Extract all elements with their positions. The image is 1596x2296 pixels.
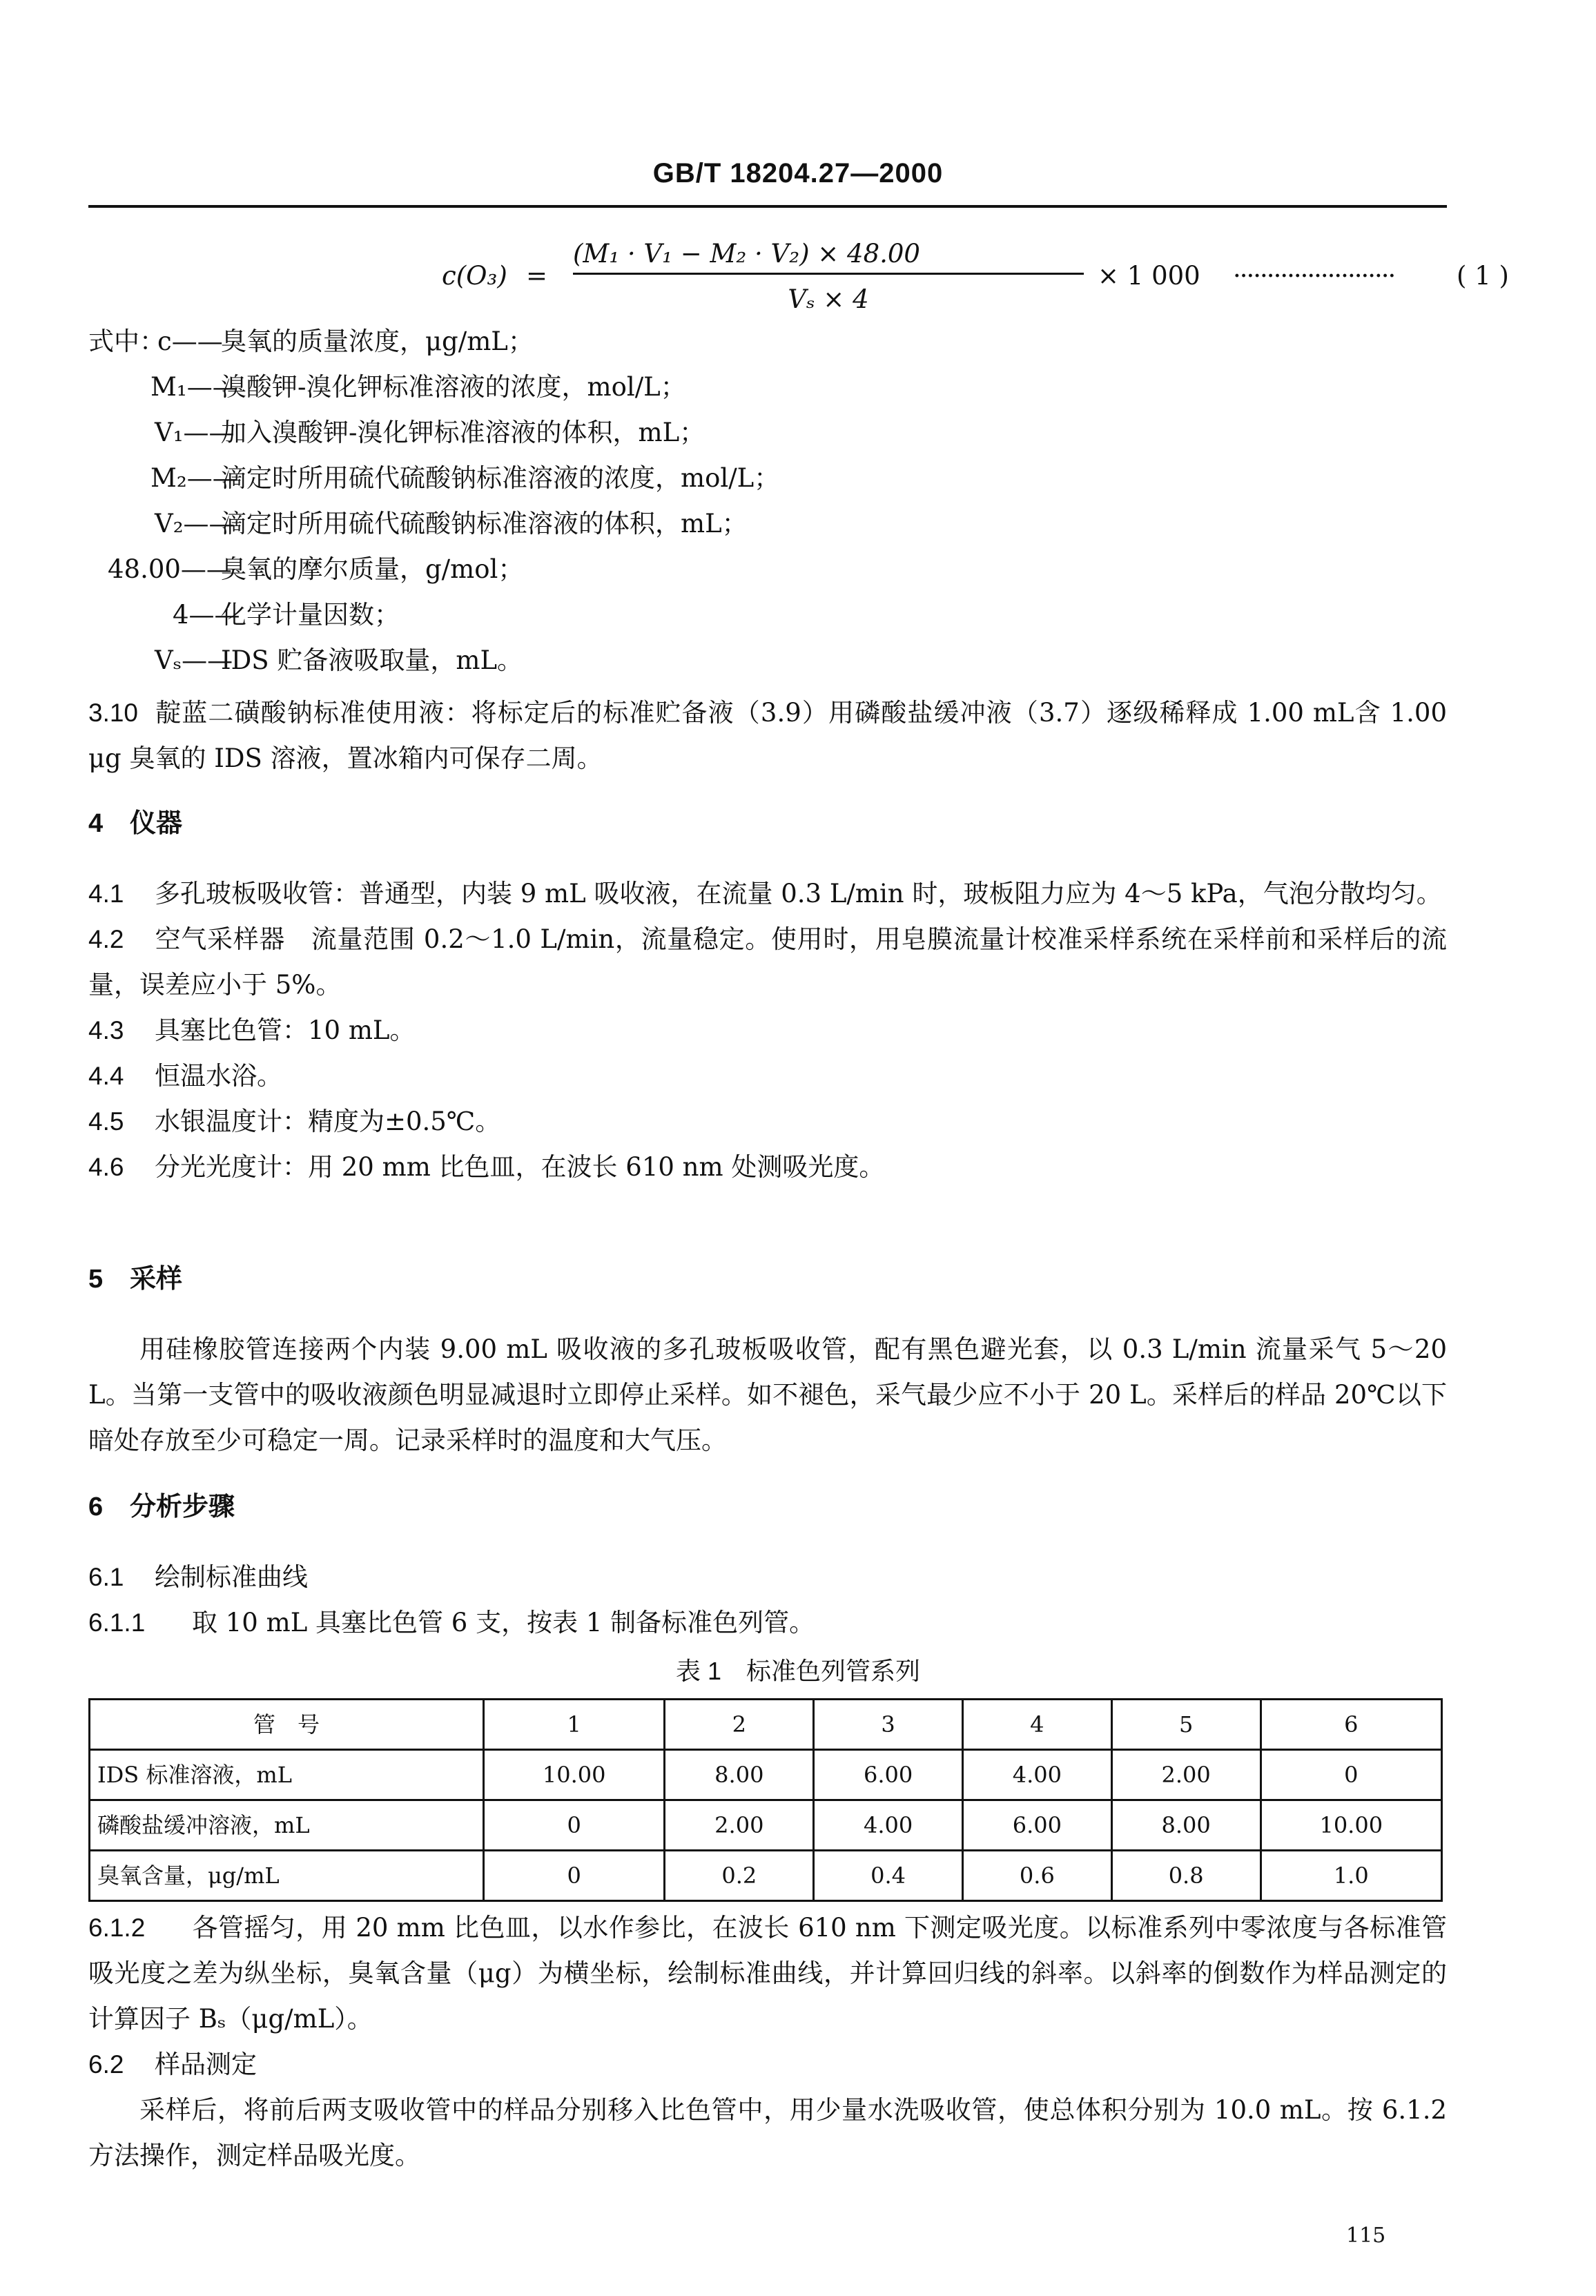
table-cell: 臭氧含量，μg/mL xyxy=(90,1851,484,1901)
formula-number: ( 1 ) xyxy=(1457,261,1509,291)
table-cell: 磷酸盐缓冲溶液，mL xyxy=(90,1800,484,1851)
formula-1 xyxy=(442,231,1509,314)
table-cell: 4.00 xyxy=(962,1750,1111,1800)
clause-4-2 xyxy=(88,917,1447,1008)
clause-number: 4.6 xyxy=(88,1153,124,1181)
clause-number: 3.10 xyxy=(88,699,139,727)
where-symbol: V₁—— xyxy=(155,418,235,447)
where-symbol: Vₛ—— xyxy=(155,645,233,675)
table-cell: 8.00 xyxy=(665,1750,814,1800)
table-header-cell: 3 xyxy=(814,1700,963,1750)
clause-number: 6.2 xyxy=(88,2050,124,2079)
page-number: 115 xyxy=(1346,2224,1386,2248)
where-row xyxy=(88,410,1447,456)
table-cell: 10.00 xyxy=(484,1750,665,1800)
where-description: 溴酸钾-溴化钾标准溶液的浓度，mol/L； xyxy=(221,372,686,402)
clause-number: 6.1 xyxy=(88,1563,124,1591)
clause-4-6 xyxy=(88,1145,1447,1190)
table-caption: 表 1 标准色列管系列 xyxy=(675,1657,921,1685)
clause-number: 4.3 xyxy=(88,1016,124,1044)
section-5-heading xyxy=(88,1256,1447,1302)
section-4-items xyxy=(88,871,1447,1190)
fraction-bar xyxy=(573,273,1084,275)
formula-multiplier: × 1 000 xyxy=(1098,261,1200,291)
where-symbol: M₂—— xyxy=(150,463,238,493)
table-header-cell: 2 xyxy=(665,1700,814,1750)
clause-text: 取 10 mL 具塞比色管 6 支，按表 1 制备标准色列管。 xyxy=(192,1608,815,1637)
where-description: 臭氧的质量浓度，μg/mL； xyxy=(221,327,534,356)
table-cell: 0.4 xyxy=(814,1851,963,1901)
section-number: 5 xyxy=(88,1265,104,1294)
section-number: 6 xyxy=(88,1492,104,1521)
table-cell: 0.8 xyxy=(1111,1851,1261,1901)
formula-leader-dots: ························ xyxy=(1233,261,1395,291)
table-cell: IDS 标准溶液，mL xyxy=(90,1750,484,1800)
standard-header: GB/T 18204.27—2000 xyxy=(652,158,944,188)
where-symbol: c—— xyxy=(157,327,223,356)
clause-number: 4.1 xyxy=(88,879,124,908)
formula-equals: = xyxy=(526,261,548,291)
where-symbol: V₂—— xyxy=(155,509,235,538)
clause-text: 靛蓝二磺酸钠标准使用液：将标定后的标准贮备液（3.9）用磷酸盐缓冲液（3.7）逐级稀释成 1.00 mL含 1.00 μg 臭氧的 IDS 溶液，置冰箱内可保存二周。 xyxy=(88,698,1447,773)
section-title: 采样 xyxy=(130,1265,183,1294)
table-cell: 4.00 xyxy=(814,1800,963,1851)
formula-numerator: (M₁ · V₁ − M₂ · V₂) × 48.00 xyxy=(573,239,920,269)
paragraph: 用硅橡胶管连接两个内装 9.00 mL 吸收液的多孔玻板吸收管，配有黑色避光套，以 0.3 L/min 流量采气 5～20 L。当第一支管中的吸收液颜色明显减退时立即停止采样。如不褪色，采气最少应不小于 20 L。采样后的样品 20℃以下暗处存放至少可稳定一周。记录采样时的温度和大气压。 xyxy=(88,1334,1447,1455)
clause-text: 绘制标准曲线 xyxy=(155,1562,308,1592)
table-cell: 8.00 xyxy=(1111,1800,1261,1851)
clause-text: 多孔玻板吸收管：普通型，内装 9 mL 吸收液，在流量 0.3 L/min 时，玻板阻力应为 4～5 kPa，气泡分散均匀。 xyxy=(155,879,1442,908)
clause-3-10 xyxy=(88,690,1447,781)
where-description: 化学计量因数； xyxy=(221,600,400,630)
where-lead: 式中： xyxy=(88,327,165,356)
variable-definitions xyxy=(88,319,1447,683)
clause-4-3 xyxy=(88,1008,1447,1053)
where-symbol: 48.00—— xyxy=(108,554,232,584)
table-cell: 2.00 xyxy=(1111,1750,1261,1800)
section-title: 仪器 xyxy=(130,809,183,838)
formula-lhs: c(O₃) xyxy=(442,261,507,291)
paragraph: 采样后，将前后两支吸收管中的样品分别移入比色管中，用少量水洗吸收管，使总体积分别为 10.0 mL。按 6.1.2 方法操作，测定样品吸光度。 xyxy=(88,2095,1447,2170)
table-header-cell: 6 xyxy=(1261,1700,1441,1750)
clause-number: 6.1.1 xyxy=(88,1608,146,1637)
where-row xyxy=(88,638,1447,683)
table-cell: 2.00 xyxy=(665,1800,814,1851)
clause-text: 水银温度计：精度为±0.5℃。 xyxy=(155,1107,501,1136)
clause-number: 6.1.2 xyxy=(88,1914,146,1942)
where-row xyxy=(88,456,1447,501)
clause-text: 样品测定 xyxy=(155,2050,257,2079)
table-cell: 6.00 xyxy=(962,1800,1111,1851)
where-row xyxy=(88,364,1447,410)
clause-6-1 xyxy=(88,1555,1447,1646)
table-cell: 0.2 xyxy=(665,1851,814,1901)
table-cell: 6.00 xyxy=(814,1750,963,1800)
where-description: IDS 贮备液吸取量，mL。 xyxy=(221,645,523,675)
where-symbol: 4—— xyxy=(173,600,240,630)
clause-number: 4.5 xyxy=(88,1107,124,1136)
table-cell: 1.0 xyxy=(1261,1851,1441,1901)
table-cell: 0 xyxy=(1261,1750,1441,1800)
section-5-body xyxy=(88,1327,1447,1463)
table-header-cell: 管 号 xyxy=(90,1700,484,1750)
table-cell: 0.6 xyxy=(962,1851,1111,1901)
formula-denominator: Vₛ × 4 xyxy=(788,284,869,314)
where-row xyxy=(88,592,1447,638)
where-symbol: M₁—— xyxy=(150,372,238,402)
section-title: 分析步骤 xyxy=(130,1492,235,1521)
table-cell: 0 xyxy=(484,1800,665,1851)
where-row xyxy=(88,547,1447,592)
table-header-cell: 4 xyxy=(962,1700,1111,1750)
clause-text: 空气采样器 流量范围 0.2～1.0 L/min，流量稳定。使用时，用皂膜流量计校准采样系统在采样前和采样后的流量，误差应小于 5%。 xyxy=(88,924,1447,1000)
section-6-heading xyxy=(88,1484,1447,1530)
where-description: 臭氧的摩尔质量，g/mol； xyxy=(221,554,524,584)
table-cell: 10.00 xyxy=(1261,1800,1441,1851)
where-description: 滴定时所用硫代硫酸钠标准溶液的浓度，mol/L； xyxy=(221,463,780,493)
clause-text: 具塞比色管：10 mL。 xyxy=(155,1015,416,1045)
section-4-heading xyxy=(88,801,1447,846)
standard-series-table xyxy=(88,1698,1443,1902)
section-number: 4 xyxy=(88,809,104,838)
clause-4-1 xyxy=(88,871,1447,917)
clause-text: 各管摇匀，用 20 mm 比色皿，以水作参比，在波长 610 nm 下测定吸光度。以标准系列中零浓度与各标准管吸光度之差为纵坐标，臭氧含量（μg）为横坐标，绘制标准曲线，并计算回归线的斜率。以斜率的倒数作为样品测定的计算因子 Bₛ（μg/mL）。 xyxy=(88,1913,1447,2034)
clause-4-4 xyxy=(88,1053,1447,1099)
clause-4-5 xyxy=(88,1099,1447,1145)
clause-text: 分光光度计：用 20 mm 比色皿，在波长 610 nm 处测吸光度。 xyxy=(155,1152,885,1182)
clause-6-1-2 xyxy=(88,1905,1447,2179)
clause-text: 恒温水浴。 xyxy=(155,1061,282,1091)
clause-number: 4.4 xyxy=(88,1062,124,1090)
table-row xyxy=(90,1800,1442,1851)
table-header-cell: 1 xyxy=(484,1700,665,1750)
where-row-c xyxy=(88,319,1447,364)
where-row xyxy=(88,501,1447,547)
where-description: 滴定时所用硫代硫酸钠标准溶液的体积，mL； xyxy=(221,509,748,538)
where-description: 加入溴酸钾-溴化钾标准溶液的体积，mL； xyxy=(221,418,705,447)
clause-number: 4.2 xyxy=(88,925,124,953)
clause-6-1-1 xyxy=(88,1600,1447,1646)
header-rule xyxy=(88,205,1447,208)
table-header-cell: 5 xyxy=(1111,1700,1261,1750)
clause-6-2 xyxy=(88,2042,1447,2088)
table-header-row xyxy=(90,1700,1442,1750)
table-row xyxy=(90,1851,1442,1901)
table-row xyxy=(90,1750,1442,1800)
table-cell: 0 xyxy=(484,1851,665,1901)
